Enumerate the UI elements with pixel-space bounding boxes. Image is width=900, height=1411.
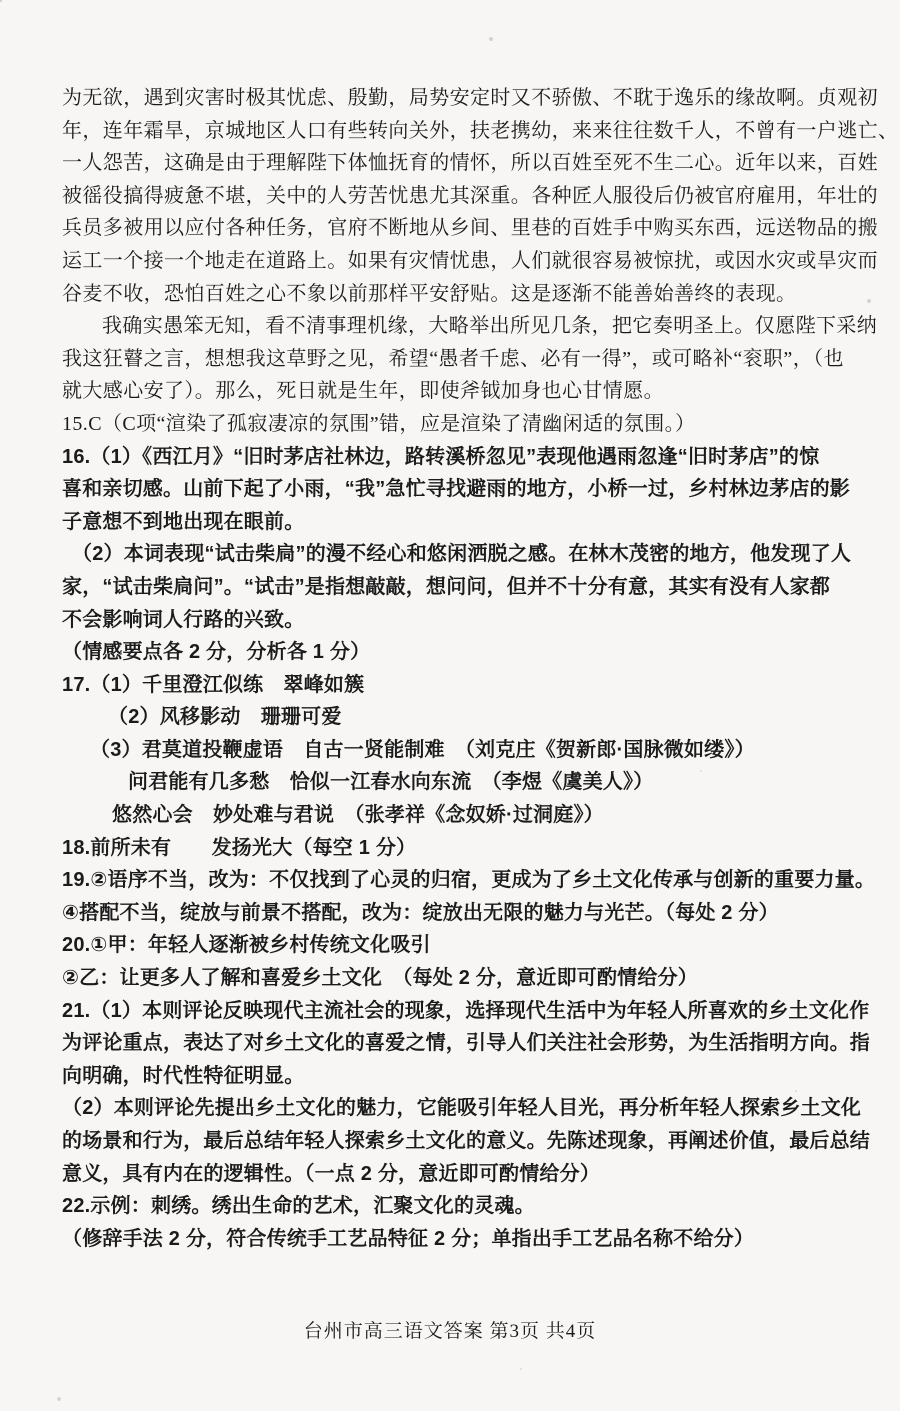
answer-text-block xyxy=(62,82,899,1255)
answer-line-22: 22.示例：刺绣。绣出生命的艺术，汇聚文化的灵魂。 xyxy=(62,1195,535,1218)
translation-line: 一人怨苦，这确是由于理解陛下体恤抚育的情怀，所以百姓至死不生二心。近年以来，百姓 xyxy=(62,152,878,175)
answer-line: 喜和亲切感。山前下起了小雨，“我”急忙寻找避雨的地方，小桥一过，乡村林边茅店的影 xyxy=(62,478,850,501)
answer-line-20: 20.①甲：年轻人逐渐被乡村传统文化吸引 xyxy=(62,934,431,957)
answer-line: ②乙：让更多人了解和喜爱乡土文化 （每处 2 分，意近即可酌情给分） xyxy=(62,967,698,990)
answer-line-17-2: （2）风移影动 珊珊可爱 xyxy=(108,706,342,729)
page-footer: 台州市高三语文答案 第3页 共4页 xyxy=(303,1321,597,1342)
translation-line: 为无欲，遇到灾害时极其忧虑、殷勤，局势安定时又不骄傲、不耽于逸乐的缘故啊。贞观初 xyxy=(62,87,878,109)
answer-line: 子意想不到地出现在眼前。 xyxy=(62,510,305,533)
answer-line-19: 19.②语序不当，改为：不仅找到了心灵的归宿，更成为了乡土文化传承与创新的重要力量。 xyxy=(62,869,876,892)
scoring-note: （修辞手法 2 分，符合传统手工艺品特征 2 分；单指出手工艺品名称不给分） xyxy=(62,1227,755,1250)
answer-line: 问君能有几多愁 恰似一江春水向东流 （李煜《虞美人》） xyxy=(128,771,654,794)
answer-line: 意义，具有内在的逻辑性。（一点 2 分，意近即可酌情给分） xyxy=(62,1162,601,1185)
translation-line: 我确实愚笨无知，看不清事理机缘，大略举出所见几条，把它奏明圣上。仅愿陛下采纳 xyxy=(102,315,878,338)
answer-line-21-2: （2）本则评论先提出乡土文化的魅力，它能吸引年轻人目光，再分析年轻人探索乡土文化 xyxy=(62,1097,862,1120)
answer-line-21-1: 21.（1）本则评论反映现代主流社会的现象，选择现代生活中为年轻人所喜欢的乡土文化作 xyxy=(62,999,870,1022)
answer-line: 向明确，时代性特征明显。 xyxy=(62,1064,305,1087)
translation-line: 谷麦不收，恐怕百姓之心不象以前那样平安舒贴。这是逐渐不能善始善终的表现。 xyxy=(62,282,797,305)
answer-line-16-2: （2）本词表现“试击柴扃”的漫不经心和悠闲洒脱之感。在林木茂密的地方，他发现了人 xyxy=(72,543,852,566)
answer-line: 的场景和行为，最后总结年轻人探索乡土文化的意义。先陈述现象，再阐述价值，最后总结 xyxy=(62,1130,870,1152)
answer-line: 不会影响词人行路的兴致。 xyxy=(62,608,305,631)
answer-line: 为评论重点，表达了对乡土文化的喜爱之情，引导人们关注社会形势，为生活指明方向。指 xyxy=(62,1032,870,1055)
answer-line-17-3: （3）君莫道投鞭虚语 自古一贤能制难 （刘克庄《贺新郎·国脉微如缕》） xyxy=(90,738,755,761)
translation-line: 就大感心安了）。那么，死日就是生年，即使斧钺加身也心甘情愿。 xyxy=(62,380,664,403)
answer-line-16-1: 16.（1）《西江月》“旧时茅店社林边，路转溪桥忽见”表现他遇雨忽逢“旧时茅店”的惊 xyxy=(62,445,820,468)
answer-line-15: 15.C（C项“渲染了孤寂凄凉的氛围”错，应是渲染了清幽闲适的氛围。） xyxy=(62,412,696,435)
scoring-note: （情感要点各 2 分，分析各 1 分） xyxy=(62,641,371,664)
translation-line: 运工一个接一个地走在道路上。如果有灾情忧患，人们就很容易被惊扰，或因水灾或旱灾而 xyxy=(62,249,878,272)
answer-line-18: 18.前所未有 发扬光大（每空 1 分） xyxy=(62,836,417,859)
answer-line: 家，“试击柴扃问”。“试击”是指想敲敲，想问问，但并不十分有意，其实有没有人家都 xyxy=(62,575,830,598)
answer-line-17-1: 17.（1）千里澄江似练 翠峰如簇 xyxy=(62,673,365,696)
translation-line: 我这狂瞽之言，想想我这草野之见，希望“愚者千虑、必有一得”，或可略补“衮职”，（也 xyxy=(62,347,844,370)
answer-line: ④搭配不当，绽放与前景不搭配，改为：绽放出无限的魅力与光芒。（每处 2 分） xyxy=(62,901,779,924)
translation-line: 兵员多被用以应付各种任务，官府不断地从乡间、里巷的百姓手中购买东西，远送物品的搬 xyxy=(62,217,878,240)
translation-line: 年，连年霜旱，京城地区人口有些转向关外，扶老携幼，来来往往数千人，不曾有一户逃亡、 xyxy=(62,119,899,142)
answer-line: 悠然心会 妙处难与君说 （张孝祥《念奴娇·过洞庭》） xyxy=(112,804,604,827)
translation-line: 被徭役搞得疲惫不堪，关中的人劳苦忧患尤其深重。各种匠人服役后仍被官府雇用，年壮的 xyxy=(62,184,878,207)
